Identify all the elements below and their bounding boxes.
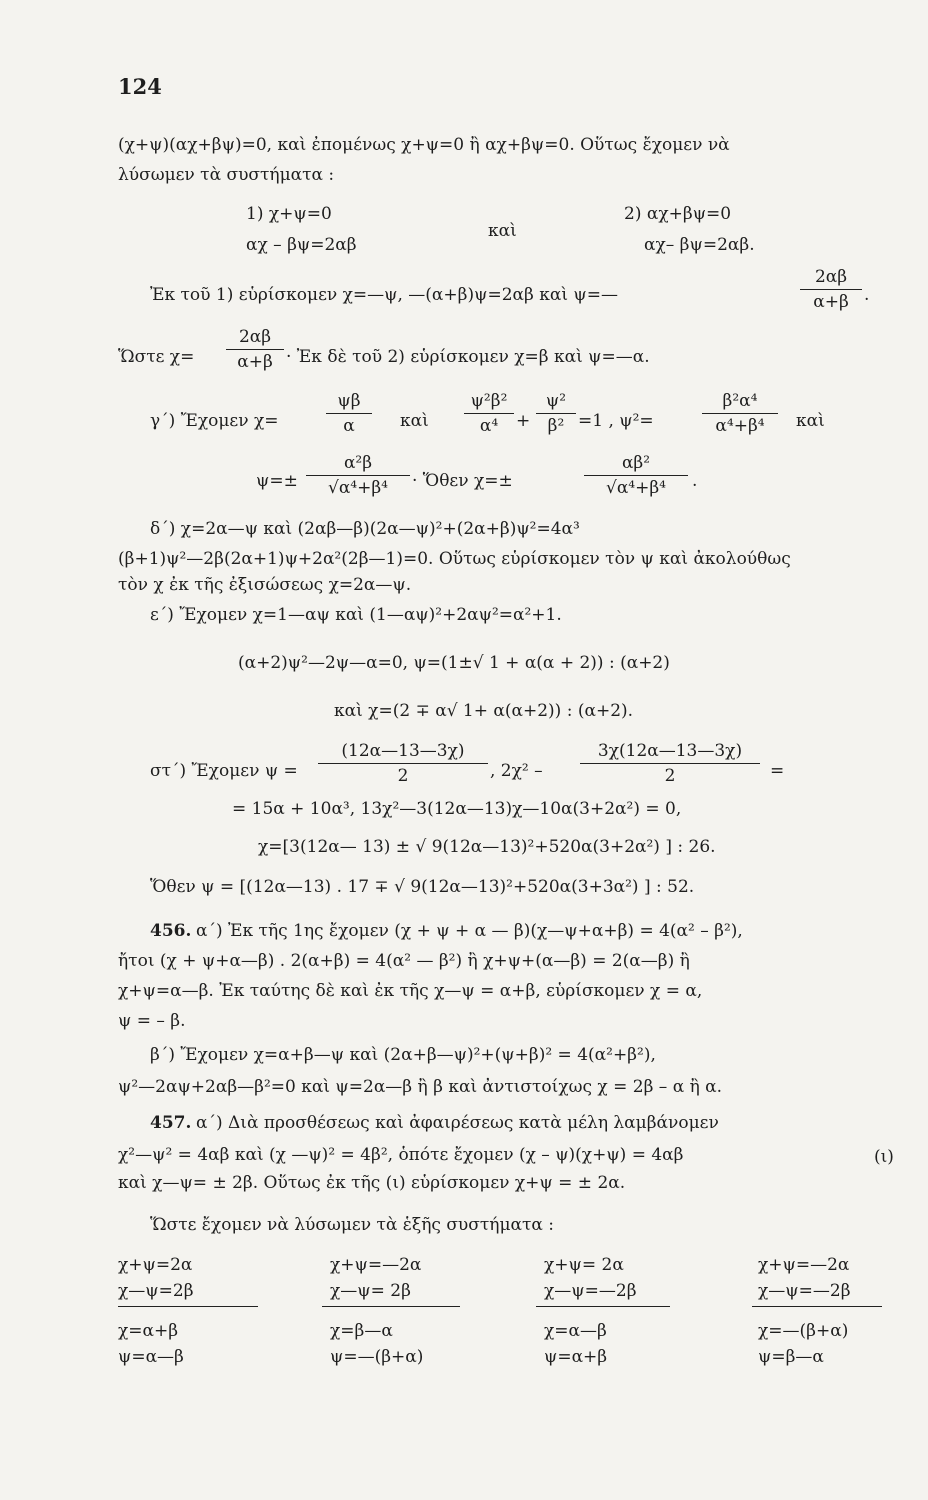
text-line: · Ἐκ δὲ τοῦ 2) εὑρίσκομεν χ=β καὶ ψ=—α.: [286, 347, 650, 367]
solution-eq: χ=α—β: [544, 1321, 607, 1341]
fraction-denominator: √α⁴+β⁴: [605, 478, 666, 498]
system-1-eq1: 1) χ+ψ=0: [246, 204, 332, 224]
system-solution-3: [544, 1318, 694, 1370]
fraction: [584, 452, 688, 499]
problem-number-label: 456.: [150, 921, 192, 941]
text-line: Ὥστε χ=: [118, 347, 195, 367]
system-block-3: [544, 1252, 694, 1304]
fraction-denominator: √α⁴+β⁴: [327, 478, 388, 498]
solution-eq: χ=α+β: [118, 1321, 179, 1341]
text-line: στ΄) Ἔχομεν ψ =: [150, 761, 298, 781]
divider: [118, 1306, 258, 1307]
text-line: καὶ χ=(2 ∓ α√ 1+ α(α+2)) : (α+2).: [334, 701, 634, 721]
solution-eq: χ=β—α: [330, 1321, 393, 1341]
fraction-numerator: ψ²β²: [470, 391, 508, 411]
solution-eq: ψ=α—β: [118, 1347, 184, 1367]
text-line: γ΄) Ἔχομεν χ=: [150, 411, 279, 431]
system-1-eq2: αχ – βψ=2αβ: [246, 235, 357, 255]
text-line: =1 , ψ²=: [578, 411, 654, 431]
fraction-numerator: (12α—13—3χ): [341, 741, 465, 761]
punctuation: .: [864, 285, 870, 305]
system-eq: χ+ψ=—2α: [758, 1255, 850, 1275]
system-2-eq2: αχ– βψ=2αβ.: [644, 235, 755, 255]
solution-eq: ψ=—(β+α): [330, 1347, 424, 1367]
text-line: ψ²—2αψ+2αβ—β²=0 καὶ ψ=2α—β ἢ β καὶ ἀντιστοίχως χ = 2β – α ἢ α.: [118, 1077, 723, 1097]
text-line: χ+ψ=α—β. Ἐκ ταύτης δὲ καὶ ἐκ τῆς χ—ψ = α+β, εὑρίσκομεν χ = α,: [118, 981, 703, 1001]
operator: =: [770, 761, 785, 781]
conjunction: καὶ: [796, 411, 825, 431]
fraction-denominator: 2: [664, 766, 676, 786]
fraction: [318, 740, 488, 787]
system-2-eq1: 2) αχ+βψ=0: [624, 204, 732, 224]
system-eq: χ—ψ=—2β: [758, 1281, 851, 1301]
system-solution-1: [118, 1318, 268, 1370]
system-block-4: [758, 1252, 908, 1304]
fraction-numerator: 2αβ: [814, 267, 848, 287]
system-eq: χ—ψ=2β: [118, 1281, 194, 1301]
operator: +: [516, 411, 531, 431]
fraction-denominator: 2: [397, 766, 409, 786]
system-eq: χ+ψ=2α: [118, 1255, 193, 1275]
text-line: (χ+ψ)(αχ+βψ)=0, καὶ ἐπομένως χ+ψ=0 ἢ αχ+βψ=0. Οὕτως ἔχομεν νὰ: [118, 135, 730, 155]
solution-eq: ψ=α+β: [544, 1347, 608, 1367]
text-line: Ὅθεν ψ = [(12α—13) . 17 ∓ √ 9(12α—13)²+520α(3+3α²) ] : 52.: [150, 877, 695, 897]
text-line: χ²—ψ² = 4αβ καὶ (χ —ψ)² = 4β², ὁπότε ἔχομεν (χ – ψ)(χ+ψ) = 4αβ: [118, 1145, 684, 1165]
text-line: ἤτοι (χ + ψ+α—β) . 2(α+β) = 4(α² — β²) ἢ χ+ψ+(α—β) = 2(α—β) ἢ: [118, 951, 690, 971]
text-line: α΄) Ἐκ τῆς 1ης ἔχομεν (χ + ψ + α — β)(χ—ψ+α+β) = 4(α² – β²),: [196, 921, 743, 941]
problem-number: [150, 920, 191, 942]
fraction-numerator: 2αβ: [238, 327, 272, 347]
conjunction: καὶ: [488, 221, 517, 241]
text-line: ψ = – β.: [118, 1011, 186, 1031]
fraction-denominator: α+β: [237, 352, 273, 372]
text-line: τὸν χ ἐκ τῆς ἐξισώσεως χ=2α—ψ.: [118, 575, 412, 595]
divider: [752, 1306, 882, 1307]
fraction-denominator: α⁴: [479, 416, 499, 436]
fraction-numerator: α²β: [343, 453, 373, 473]
text-line: ψ=±: [256, 471, 298, 491]
fraction-numerator: ψ²: [545, 391, 567, 411]
system-block-2: [330, 1252, 480, 1304]
fraction: [226, 326, 284, 373]
solution-eq: ψ=β—α: [758, 1347, 824, 1367]
punctuation: .: [692, 471, 698, 491]
fraction: [306, 452, 410, 499]
problem-number: [150, 1112, 191, 1134]
text-line: (α+2)ψ²—2ψ—α=0, ψ=(1±√ 1 + α(α + 2)) : (α+2): [238, 653, 670, 673]
system-solution-2: [330, 1318, 480, 1370]
text-line: β΄) Ἔχομεν χ=α+β—ψ καὶ (2α+β—ψ)²+(ψ+β)² = 4(α²+β²),: [150, 1045, 656, 1065]
problem-number-label: 457.: [150, 1113, 192, 1133]
fraction-numerator: β²α⁴: [722, 391, 758, 411]
fraction-denominator: α: [343, 416, 355, 436]
system-eq: χ+ψ= 2α: [544, 1255, 624, 1275]
system-solution-4: [758, 1318, 908, 1370]
fraction-numerator: ψβ: [337, 391, 361, 411]
text-line: · Ὅθεν χ=±: [412, 471, 513, 491]
text-line: , 2χ² –: [490, 761, 543, 781]
divider: [322, 1306, 460, 1307]
conjunction: καὶ: [400, 411, 429, 431]
page-number: 124: [118, 74, 162, 99]
text-line: δ΄) χ=2α—ψ καὶ (2αβ—β)(2α—ψ)²+(2α+β)ψ²=4α³: [150, 519, 580, 539]
fraction-denominator: α⁴+β⁴: [715, 416, 765, 436]
fraction: [326, 390, 372, 437]
text-line: Ὥστε ἔχομεν νὰ λύσωμεν τὰ ἑξῆς συστήματα :: [150, 1215, 555, 1235]
fraction-numerator: 3χ(12α—13—3χ): [597, 741, 743, 761]
equation-tag: (ι): [874, 1147, 894, 1167]
system-block-1: [118, 1252, 268, 1304]
text-line: Ἐκ τοῦ 1) εὑρίσκομεν χ=—ψ, —(α+β)ψ=2αβ καὶ ψ=—: [150, 285, 618, 305]
fraction: [800, 266, 862, 313]
fraction: [464, 390, 514, 437]
text-line: χ=[3(12α— 13) ± √ 9(12α—13)²+520α(3+2α²) ] : 26.: [258, 837, 716, 857]
text-line: (β+1)ψ²—2β(2α+1)ψ+2α²(2β—1)=0. Οὕτως εὑρίσκομεν τὸν ψ καὶ ἀκολούθως: [118, 549, 791, 569]
text-line: καὶ χ—ψ= ± 2β. Οὕτως ἐκ τῆς (ι) εὑρίσκομεν χ+ψ = ± 2α.: [118, 1173, 626, 1193]
text-line: λύσωμεν τὰ συστήματα :: [118, 165, 335, 185]
fraction-denominator: β²: [547, 416, 565, 436]
system-eq: χ—ψ= 2β: [330, 1281, 411, 1301]
solution-eq: χ=—(β+α): [758, 1321, 849, 1341]
fraction-denominator: α+β: [813, 292, 849, 312]
fraction-numerator: αβ²: [621, 453, 651, 473]
system-eq: χ+ψ=—2α: [330, 1255, 422, 1275]
text-line: ε΄) Ἔχομεν χ=1—αψ καὶ (1—αψ)²+2αψ²=α²+1.: [150, 605, 562, 625]
text-line: = 15α + 10α³, 13χ²—3(12α—13)χ—10α(3+2α²) = 0,: [232, 799, 682, 819]
fraction: [580, 740, 760, 787]
fraction: [536, 390, 576, 437]
system-eq: χ—ψ=—2β: [544, 1281, 637, 1301]
divider: [536, 1306, 670, 1307]
text-line: α΄) Διὰ προσθέσεως καὶ ἀφαιρέσεως κατὰ μέλη λαμβάνομεν: [196, 1113, 719, 1133]
fraction: [702, 390, 778, 437]
